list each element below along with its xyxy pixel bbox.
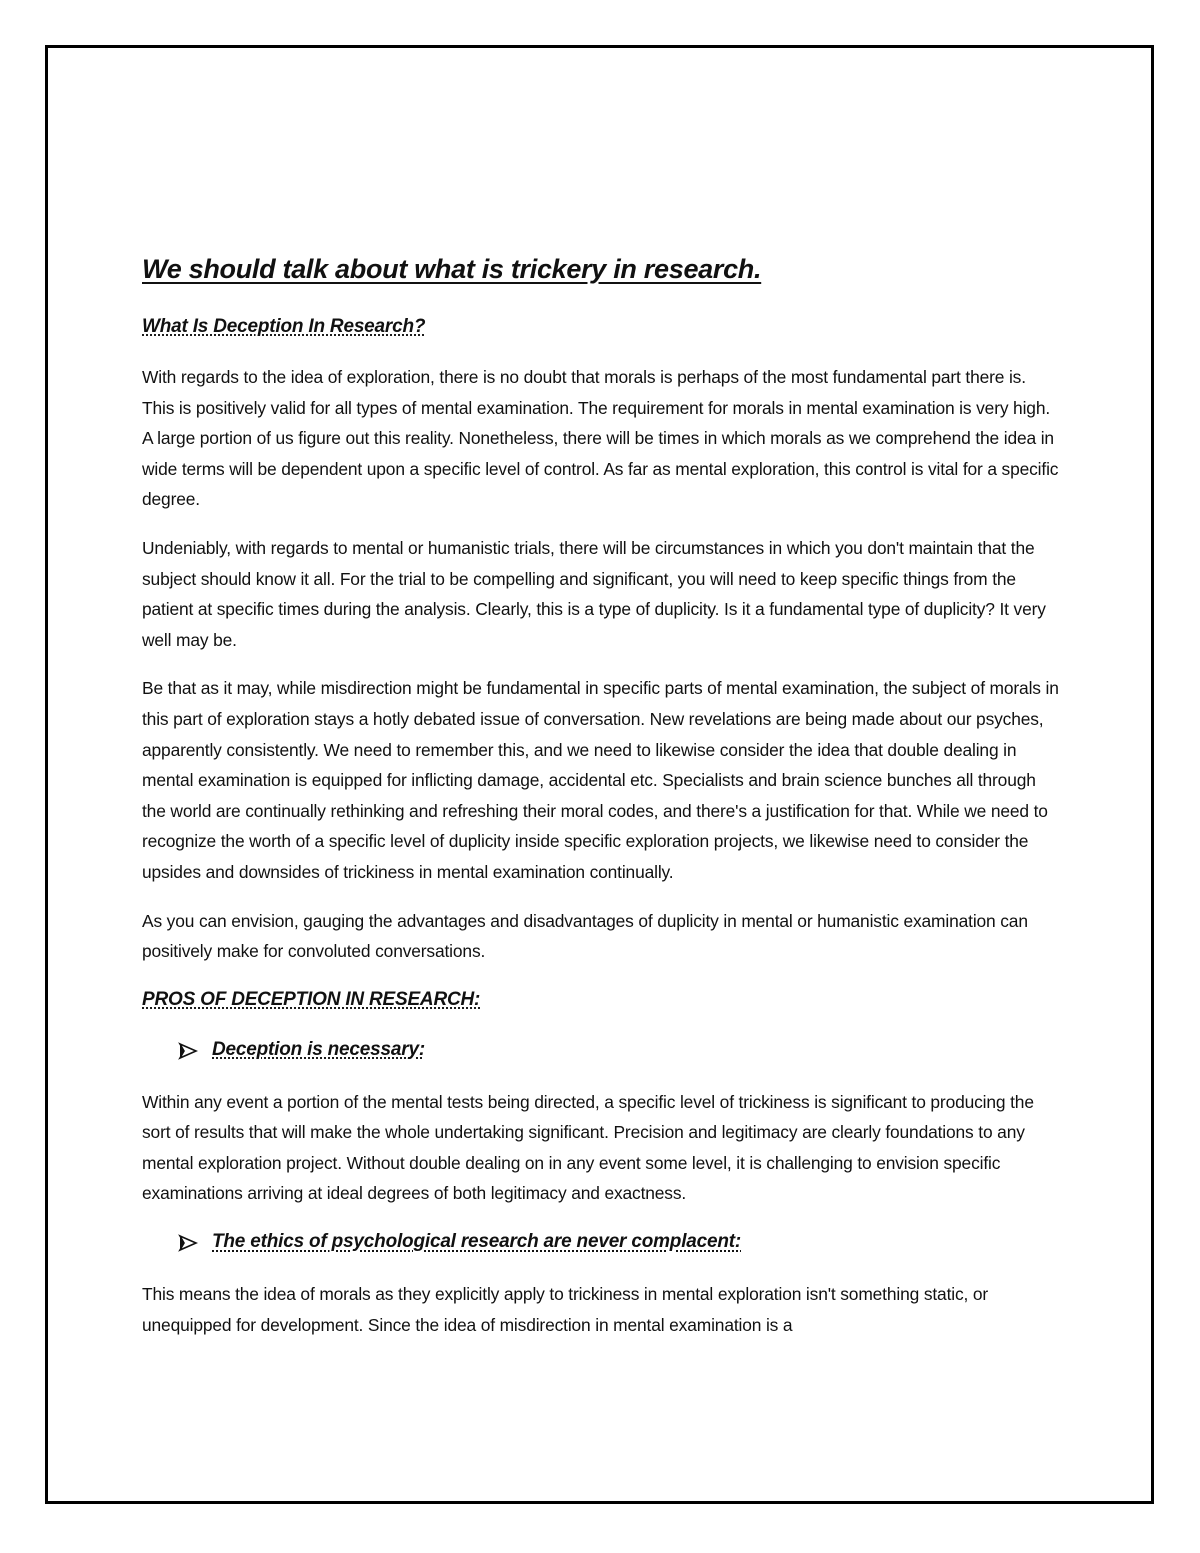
document-title: We should talk about what is trickery in research.: [142, 254, 762, 284]
document-body: [142, 250, 1062, 1358]
pros-heading: PROS OF DECEPTION IN RESEARCH:: [142, 988, 481, 1010]
bullet-heading: Deception is necessary:: [212, 1038, 425, 1060]
arrow-bullet-icon: [178, 1233, 198, 1251]
paragraph: Undeniably, with regards to mental or humanistic trials, there will be circumstances in which you don't maintain that the subject should know it all. For the trial to be compelling and significant, you will need to keep specific things from the patient at specific times during the analysis. Clearly, this is a type of duplicity. Is it a fundamental type of duplicity? It very well may be.: [142, 537, 1046, 650]
paragraph: Be that as it may, while misdirection might be fundamental in specific parts of mental examination, the subject of morals in this part of exploration stays a hotly debated issue of conversation. New revelations are being made about our psyches, apparently consistently. We need to remember this, and we need to likewise consider the idea that double dealing in mental examination is equipped for inflicting damage, accidental etc. Specialists and brain science bunches all through the world are continually rethinking and refreshing their moral codes, and there's a justification for that. While we need to recognize the worth of a specific level of duplicity inside specific exploration projects, we likewise need to consider the upsides and downsides of trickiness in mental examination continually.: [142, 678, 1059, 882]
paragraph: With regards to the idea of exploration, there is no doubt that morals is perhaps of the most fundamental part there is. This is positively valid for all types of mental examination. The requirement for morals in mental examination is very high. A large portion of us figure out this reality. Nonetheless, there will be times in which morals as we comprehend the idea in wide terms will be dependent upon a specific level of control. As far as mental exploration, this control is vital for a specific degree.: [142, 367, 1059, 510]
bullet-item: [178, 1035, 1062, 1065]
section-subtitle: What Is Deception In Research?: [142, 316, 426, 337]
bullet-item: [178, 1227, 1062, 1257]
paragraph: This means the idea of morals as they explicitly apply to trickiness in mental exploration isn't something static, or unequipped for development. Since the idea of misdirection in mental examination is a: [142, 1284, 989, 1335]
arrow-bullet-icon: [178, 1041, 198, 1059]
paragraph: Within any event a portion of the mental tests being directed, a specific level of trickiness is significant to producing the sort of results that will make the whole undertaking significant. Precision and legitimacy are clearly foundations to any mental exploration project. Without double dealing on in any event some level, it is challenging to envision specific examinations arriving at ideal degrees of both legitimacy and exactness.: [142, 1091, 1034, 1204]
bullet-heading: The ethics of psychological research are never complacent:: [212, 1231, 742, 1253]
paragraph: As you can envision, gauging the advantages and disadvantages of duplicity in mental or humanistic examination can positively make for convoluted conversations.: [142, 910, 1028, 962]
